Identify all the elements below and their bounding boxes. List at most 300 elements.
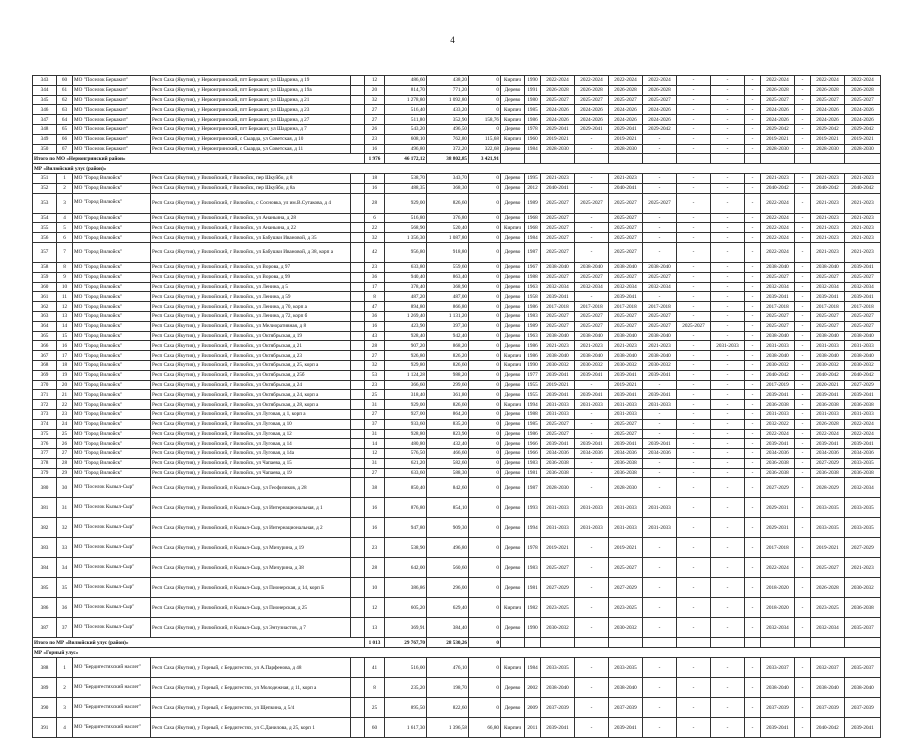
table-cell: 0 [469,311,501,321]
table-cell: 369 [33,370,57,380]
table-cell: 53 [365,370,385,380]
table-cell: - [575,698,609,718]
subtotal-living-area: 38 802,85 [427,154,469,164]
table-cell: 2025-2027 [761,321,795,331]
table-cell: 1986 [525,302,541,312]
table-cell: 2021-2023 [811,173,845,183]
table-cell: 2017-2018 [761,538,795,558]
table-cell [643,638,677,648]
table-cell: - [711,302,745,312]
table-cell: Дерево [501,272,525,282]
table-cell: - [711,193,745,213]
table-cell: 14 [365,439,385,449]
table-cell: - [677,478,711,498]
table-cell: - [643,538,677,558]
table-cell: - [711,468,745,478]
table-cell: - [711,105,745,115]
table-cell: 349 [33,134,57,144]
table-cell: - [677,124,711,134]
table-cell: МО "Город Вилюйск" [73,409,151,419]
table-cell: - [795,242,811,262]
table-cell: 2034-2036 [541,449,575,459]
table-cell [541,638,575,648]
table-cell: 2023-2025 [609,598,643,618]
table-row [33,331,881,341]
table-cell: 2024-2026 [643,105,677,115]
table-cell: - [643,618,677,638]
table-cell: - [575,223,609,233]
table-cell: 2033-2035 [845,498,881,518]
table-cell: 2025-2027 [845,272,881,282]
table-cell: 2025-2027 [677,321,711,331]
table-cell: 929,00 [385,400,427,410]
table-cell: - [677,76,711,86]
table-cell: - [643,292,677,302]
table-cell: 22 [365,223,385,233]
table-cell: 372,20 [427,144,469,154]
table-cell: 1987 [525,242,541,262]
table-row [33,292,881,302]
table-cell: 2017-2018 [609,302,643,312]
table-cell: 2025-2027 [811,558,845,578]
table-cell: - [795,351,811,361]
table-cell: - [745,292,761,302]
table-cell: 2038-2040 [811,351,845,361]
table-cell: 361,80 [427,390,469,400]
table-cell: 2025-2027 [541,213,575,223]
table-cell: - [795,360,811,370]
table-cell: 6 [365,213,385,223]
table-cell: МО "Поселок Беркакит" [73,144,151,154]
table-cell: 2026-2028 [541,85,575,95]
table-cell: 1955 [525,390,541,400]
table-row [33,95,881,105]
table-cell: 2019-2021 [609,380,643,390]
table-cell: 2024-2026 [609,115,643,125]
table-cell: 2025-2027 [541,311,575,321]
table-cell: 1977 [525,370,541,380]
table-cell: 2031-2033 [643,400,677,410]
table-cell: - [795,124,811,134]
table-cell: Дерево [501,144,525,154]
table-cell: Респ Саха (Якутия), у Вилюйский, г Вилюйск, ул Ворова, д 97 [151,262,351,272]
table-cell [351,193,365,213]
table-cell: МО "Город Вилюйск" [73,213,151,223]
table-cell: 2025-2027 [541,233,575,243]
table-cell: Дерево [501,292,525,302]
table-cell: 2037-2039 [811,698,845,718]
table-cell: 2039-2041 [845,262,881,272]
table-cell: - [795,331,811,341]
table-cell: Респ Саха (Якутия), у Вилюйский, г Вилюйск, пер Шкуйбо, д 8 [151,173,351,183]
table-cell: 1990 [525,76,541,86]
table-cell: - [711,242,745,262]
table-cell: 2039-2041 [761,292,795,302]
table-cell: 0 [469,213,501,223]
table-cell: - [745,302,761,312]
table-cell: 2033-2035 [845,458,881,468]
table-cell: 2025-2027 [609,233,643,243]
table-cell: Респ Саха (Якутия), у Вилюйский, г Вилюйск, ул Бабушки Ивановой, д 38, корп а [151,242,351,262]
table-cell: 2030-2032 [541,618,575,638]
table-cell: 918,80 [427,242,469,262]
table-cell: - [711,618,745,638]
table-cell: 2025-2027 [575,321,609,331]
table-cell: 47 [365,302,385,312]
table-cell: 2038-2040 [845,331,881,341]
table-cell: 822,60 [427,698,469,718]
table-cell: Кирпич [501,360,525,370]
table-cell: 605,20 [385,598,427,618]
table-cell: 11 [57,292,73,302]
table-cell: - [711,429,745,439]
table-cell: - [745,223,761,233]
table-cell: МО "Поселок Беркакит" [73,95,151,105]
table-cell [761,154,795,164]
table-cell: - [795,718,811,738]
table-cell: 2025-2027 [609,311,643,321]
table-cell: 0 [469,223,501,233]
table-cell: 633,60 [385,468,427,478]
table-cell: 2038-2040 [575,351,609,361]
table-cell: 2030-2032 [845,360,881,370]
table-cell: - [745,85,761,95]
table-cell: 2040-2042 [845,183,881,193]
table-cell: 2021-2023 [541,341,575,351]
table-cell: - [677,173,711,183]
table-cell [351,272,365,282]
table-cell: 588,30 [427,468,469,478]
subtotal-label: Итого по МР «Вилюйский улус (район)» [33,638,365,648]
table-cell: 8 [365,292,385,302]
table-cell: 2028-2030 [541,478,575,498]
table-cell: 2039-2041 [541,718,575,738]
table-cell: 1984 [525,144,541,154]
table-cell [811,154,845,164]
table-cell: 850,40 [385,478,427,498]
table-row [33,558,881,578]
table-cell: 198,70 [427,678,469,698]
table-cell: - [795,478,811,498]
table-cell: 36 [365,272,385,282]
table-cell: Респ Саха (Якутия), у Вилюйский, г Вилюйск, ул Луговая, д 14 [151,439,351,449]
table-cell: 486,60 [385,76,427,86]
table-cell: Респ Саха (Якутия), у Вилюйский, п Кызыл-Сыр, ул Интернациональная, д 2 [151,518,351,538]
table-cell: 2025-2027 [811,95,845,105]
table-cell: - [677,380,711,390]
table-cell: 13 [365,618,385,638]
table-cell: 0 [469,658,501,678]
table-cell: 0 [469,478,501,498]
table-cell [351,380,365,390]
table-cell: 2025-2027 [541,419,575,429]
table-cell: 0 [469,538,501,558]
table-cell: 2025-2027 [575,272,609,282]
table-cell: Респ Саха (Якутия), у Вилюйский, г Вилюйск, ул Октябрьская, д 23 [151,351,351,361]
table-cell: 487,20 [385,292,427,302]
table-cell: - [711,292,745,302]
table-cell: - [677,419,711,429]
table-cell: 538,90 [385,538,427,558]
table-cell: 2038-2040 [761,331,795,341]
table-cell: 369,91 [385,618,427,638]
table-cell: Респ Саха (Якутия), у Вилюйский, п Кызыл-Сыр, ул Геофизиков, д 28 [151,478,351,498]
table-cell: 2025-2027 [811,321,845,331]
table-cell: - [745,134,761,144]
table-cell: 2038-2040 [541,351,575,361]
table-cell: 866,80 [427,302,469,312]
table-cell: 496,80 [427,538,469,558]
table-row [33,272,881,282]
table-cell: - [795,618,811,638]
table-cell: - [711,458,745,468]
table-cell: 2022-2024 [845,419,881,429]
table-cell [501,638,525,648]
table-cell: Респ Саха (Якутия), у Вилюйский, г Вилюйск, ул Октябрьская, д 25б [151,370,351,380]
table-cell [351,233,365,243]
table-cell: 3 [57,193,73,213]
table-cell: 66,80 [469,718,501,738]
table-cell: - [677,105,711,115]
table-cell: 2002 [525,678,541,698]
table-cell: - [711,134,745,144]
table-cell [677,638,711,648]
table-cell: Респ Саха (Якутия), у Вилюйский, п Кызыл-Сыр, ул Интернациональная, д 1 [151,498,351,518]
table-cell: МО "Поселок Беркакит" [73,85,151,95]
table-cell: 1983 [525,458,541,468]
table-cell: - [795,95,811,105]
table-cell: 363 [33,311,57,321]
table-cell: - [711,173,745,183]
table-cell: Респ Саха (Якутия), у Вилюйский, г Вилюйск, ул Ананьина, д 22 [151,223,351,233]
table-cell [351,76,365,86]
table-cell: - [575,618,609,638]
table-cell: 642,00 [385,558,427,578]
table-cell: 296,00 [427,578,469,598]
table-cell: - [745,419,761,429]
table-cell: 2036-2038 [761,400,795,410]
table-cell: - [677,458,711,468]
table-cell: 1983 [525,311,541,321]
table-cell: 2031-2033 [609,518,643,538]
table-cell: 496,50 [427,124,469,134]
table-cell: - [677,400,711,410]
table-cell: 2038-2040 [761,262,795,272]
table-cell: 1986 [525,115,541,125]
table-cell: МО "Поселок Беркакит" [73,124,151,134]
table-cell: 2025-2027 [845,95,881,105]
table-cell: 2029-2031 [761,498,795,518]
table-row [33,658,881,678]
table-cell: 0 [469,292,501,302]
table-row [33,439,881,449]
table-cell: 2022-2024 [761,242,795,262]
table-cell [351,678,365,698]
table-cell: 66 [57,134,73,144]
table-cell: - [745,380,761,390]
table-cell: Дерево [501,380,525,390]
table-cell: 2025-2027 [643,95,677,105]
table-cell: 2021-2023 [845,233,881,243]
table-cell: МО "Город Вилюйск" [73,311,151,321]
table-cell: 6 [57,233,73,243]
table-cell: 516,40 [385,105,427,115]
table-cell: 559,60 [427,262,469,272]
table-cell: - [677,518,711,538]
table-cell: - [677,449,711,459]
table-cell: 2025-2027 [609,193,643,213]
table-cell: 2022-2024 [845,76,881,86]
table-cell: - [711,124,745,134]
table-cell [351,439,365,449]
table-cell: 2028-2030 [541,144,575,154]
table-cell: 2025-2027 [609,272,643,282]
table-cell: 0 [469,419,501,429]
table-row [33,380,881,390]
table-cell: МО "Город Вилюйск" [73,429,151,439]
housing-register-sheet [32,75,880,738]
table-cell: - [795,173,811,183]
table-cell: 2021-2023 [811,223,845,233]
table-cell: 576,50 [385,449,427,459]
table-cell: 2021-2023 [811,242,845,262]
table-cell: 0 [469,390,501,400]
table-cell: 35 [57,578,73,598]
table-row [33,618,881,638]
table-cell: 1967 [525,262,541,272]
table-cell: 516,80 [385,213,427,223]
table-cell: 480,80 [385,439,427,449]
table-cell [541,154,575,164]
table-cell: - [795,518,811,538]
table-cell: 2031-2033 [541,518,575,538]
table-cell: 2039-2041 [811,439,845,449]
table-cell: - [711,213,745,223]
table-cell: - [745,351,761,361]
table-cell: Респ Саха (Якутия), у Вилюйский, г Вилюйск, ул Бабушки Ивановой, д 35 [151,233,351,243]
table-cell: 511,80 [385,115,427,125]
table-cell: 378 [33,458,57,468]
table-cell: 2021-2023 [643,341,677,351]
table-cell: 14 [57,321,73,331]
table-cell: 2039-2041 [761,390,795,400]
table-cell: Респ Саха (Якутия), у Вилюйский, г Вилюйск, ул Октябрьская, д 21 [151,341,351,351]
table-cell: 362 [33,302,57,312]
table-cell: - [677,409,711,419]
table-cell: - [643,242,677,262]
table-cell: 2025-2027 [761,311,795,321]
table-cell: 352,90 [427,115,469,125]
table-cell: - [677,370,711,380]
table-cell: 814,70 [385,85,427,95]
table-cell: 2021-2023 [811,193,845,213]
table-cell: 348 [33,124,57,134]
table-cell: МО "Город Вилюйск" [73,242,151,262]
table-cell: 2021-2023 [845,193,881,213]
table-cell: 2035-2037 [845,618,881,638]
table-cell: 355 [33,223,57,233]
table-cell: 2032-2034 [845,478,881,498]
table-row [33,193,881,213]
table-cell: - [643,698,677,718]
table-cell: 32 [365,360,385,370]
table-cell: - [745,331,761,341]
table-cell: - [711,380,745,390]
table-cell: 3 [57,698,73,718]
table-cell: МО "Поселок Кызыл-Сыр" [73,538,151,558]
table-cell: - [745,370,761,380]
table-cell: Респ Саха (Якутия), у Вилюйский, г Вилюйск, ул Октябрьская, д 24, корп а [151,390,351,400]
table-cell: Респ Саха (Якутия), у Вилюйский, г Вилюйск, с Сосновка, ул им.В.Сутакова, д 4 [151,193,351,213]
table-cell: 2024-2026 [609,105,643,115]
table-cell: 354 [33,213,57,223]
table-cell: 24 [57,419,73,429]
subtotal-nonresidential-area: 3 421,91 [469,154,501,164]
table-cell: Респ Саха (Якутия), у Вилюйский, г Вилюйск, ул Чапаева, д 19 [151,468,351,478]
table-cell: - [677,85,711,95]
table-cell: - [643,409,677,419]
table-cell: - [711,272,745,282]
table-cell: 762,80 [427,134,469,144]
table-cell: - [677,429,711,439]
table-cell: 621,20 [385,458,427,468]
table-cell: 543,20 [385,124,427,134]
table-cell: МО "Поселок Кызыл-Сыр" [73,598,151,618]
table-cell: - [795,498,811,518]
table-cell: 0 [469,183,501,193]
table-cell: - [795,698,811,718]
table-cell: МО "Город Вилюйск" [73,400,151,410]
table-cell: 2029-2041 [609,124,643,134]
table-cell: 928,40 [385,331,427,341]
table-cell: - [575,144,609,154]
table-cell: - [677,134,711,144]
table-cell [575,638,609,648]
table-cell: 23 [365,538,385,558]
table-cell: Респ Саха (Якутия), у Вилюйский, г Вилюйск, ул Ленина, д 59 [151,292,351,302]
table-cell [677,154,711,164]
table-cell: 2038-2040 [609,351,643,361]
table-cell: Кирпич [501,105,525,115]
table-cell: 826,60 [427,193,469,213]
table-cell: 2033-2035 [811,518,845,538]
table-cell: - [745,360,761,370]
table-cell: - [745,242,761,262]
subtotal-row [33,638,881,648]
table-cell: 2037-2039 [541,698,575,718]
table-cell: 0 [469,698,501,718]
table-cell: - [795,409,811,419]
table-row [33,698,881,718]
table-cell: - [643,183,677,193]
table-cell: - [643,478,677,498]
table-cell: 385 [33,578,57,598]
table-cell: - [711,558,745,578]
table-cell: 2021-2023 [845,558,881,578]
table-cell: - [745,678,761,698]
table-cell: 2028-2030 [811,144,845,154]
table-cell: - [677,183,711,193]
table-cell: 2025-2027 [761,95,795,105]
table-cell [351,409,365,419]
table-cell: 0 [469,351,501,361]
table-cell: - [575,380,609,390]
table-cell: 12 [365,449,385,459]
table-cell: 926,80 [385,351,427,361]
table-cell: 2039-2041 [845,390,881,400]
table-cell: 23 [365,262,385,272]
table-cell: МО "Город Вилюйск" [73,262,151,272]
